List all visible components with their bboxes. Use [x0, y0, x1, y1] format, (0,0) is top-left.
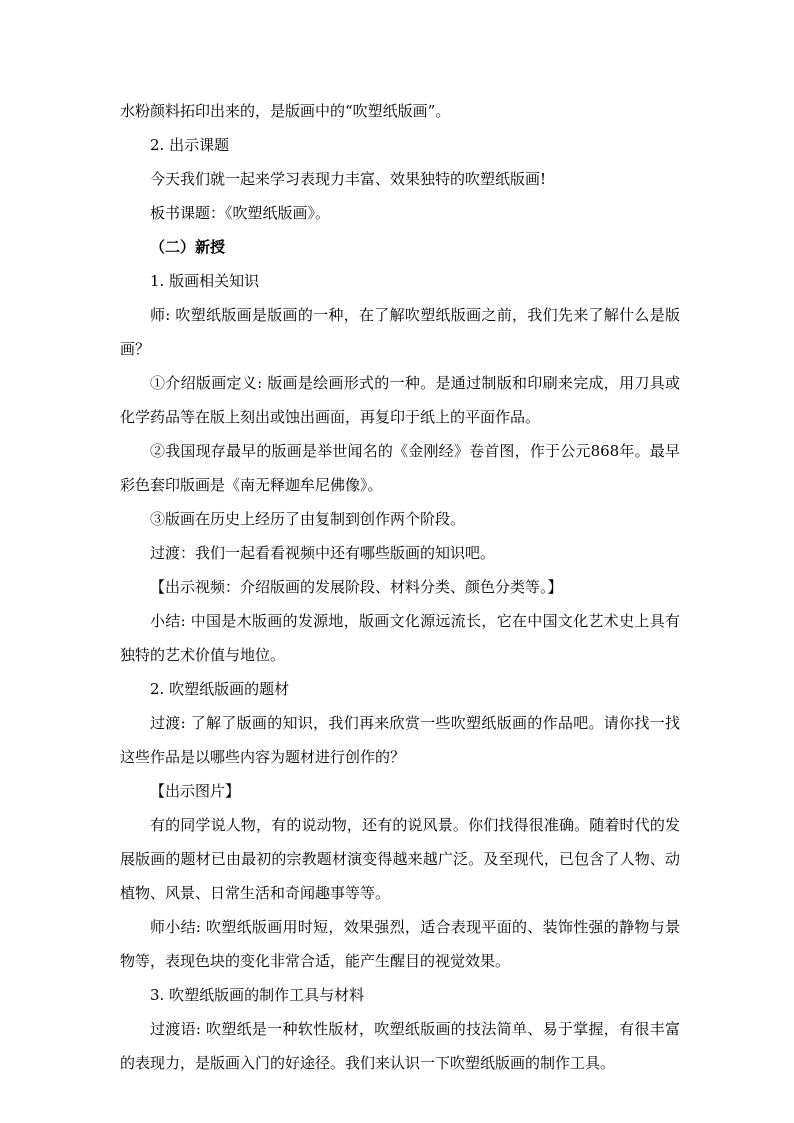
paragraph-subjects-answer: 有的同学说人物，有的说动物，还有的说风景。你们找得很准确。随着时代的发展版画的题材已由最初的宗教题材演变得越来越广泛。及至现代，已包含了人物、动植物、风景、日常生活和奇闻趣事等等。: [120, 816, 680, 902]
paragraph-summary-woodcut: 小结: 中国是木版画的发源地，版画文化源远流长，它在中国文化艺术史上具有独特的艺术价值与地位。: [120, 612, 680, 664]
section-heading-tools-materials: 3. 吹塑纸版画的制作工具与材料: [150, 986, 365, 1004]
paragraph-print-definition: ①介绍版画定义: 版画是绘画形式的一种。是通过制版和印刷来完成，用刀具或化学药品等在版上刻出或蚀出画面，再复印于纸上的平面作品。: [120, 374, 680, 426]
paragraph-show-images: 【出示图片】: [150, 782, 241, 800]
section-heading-print-knowledge: 1. 版画相关知识: [150, 272, 260, 290]
paragraph-transition-tools: 过渡语: 吹塑纸是一种软性版材，吹塑纸版画的技法简单、易于掌握，有很丰富的表现力，是版画入门的好途径。我们来认识一下吹塑纸版画的制作工具。: [120, 1020, 680, 1072]
paragraph-teacher-summary: 师小结: 吹塑纸版画用时短，效果强烈，适合表现平面的、装饰性强的静物与景物等，表现色块的变化非常合适，能产生醒目的视觉效果。: [120, 918, 680, 970]
section-heading-new-lesson: （二）新授: [150, 238, 226, 256]
section-heading-show-topic: 2. 出示课题: [150, 136, 230, 154]
section-heading-subjects: 2. 吹塑纸版画的题材: [150, 680, 290, 698]
paragraph-teacher-question: 师: 吹塑纸版画是版画的一种，在了解吹塑纸版画之前，我们先来了解什么是版画？: [120, 306, 680, 358]
paragraph-earliest-print: ②我国现存最早的版画是举世闻名的《金刚经》卷首图，作于公元868年。最早彩色套印版画是《南无释迦牟尼佛像》。: [120, 442, 680, 494]
paragraph-print-history: ③版画在历史上经历了由复制到创作两个阶段。: [150, 510, 466, 528]
paragraph-continuation: 水粉颜料拓印出来的，是版画中的“吹塑纸版画”。: [120, 102, 451, 120]
paragraph-transition-video: 过渡：我们一起看看视频中还有哪些版画的知识吧。: [150, 544, 496, 562]
paragraph-intro: 今天我们就一起来学习表现力丰富、效果独特的吹塑纸版画!: [150, 170, 547, 188]
paragraph-show-video: 【出示视频：介绍版画的发展阶段、材料分类、颜色分类等。】: [150, 578, 563, 596]
document-body: [120, 94, 680, 1080]
paragraph-board-title: 板书课题：《吹塑纸版画》。: [150, 204, 331, 222]
paragraph-transition-subjects: 过渡: 了解了版画的知识，我们再来欣赏一些吹塑纸版画的作品吧。请你找一找这些作品是以哪些内容为题材进行创作的？: [120, 714, 680, 766]
